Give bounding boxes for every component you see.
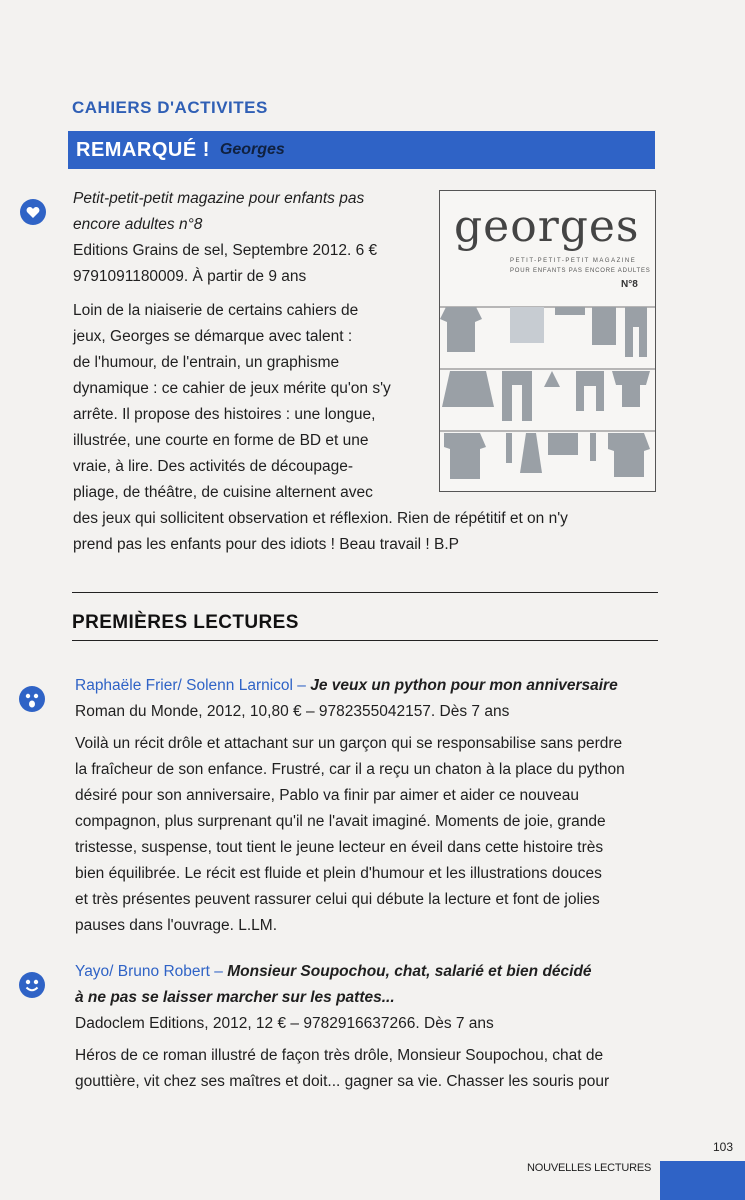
cover-issue: N°8 (621, 279, 638, 290)
review2-heading (75, 673, 625, 699)
review2 (75, 673, 625, 939)
review2-body-line: bien équilibrée. Le récit est fluide et plein d'humour et les illustrations douces (75, 865, 602, 882)
footer-section-label: NOUVELLES LECTURES (527, 1162, 652, 1174)
section-title: CAHIERS D'ACTIVITES (72, 98, 268, 117)
review2-body-line: pauses dans l'ouvrage. L.LM. (75, 917, 277, 934)
review1-body-line: dynamique : ce cahier de jeux mérite qu'on s'y (73, 380, 391, 397)
review2-body-line: compagnon, plus surprenant qu'il ne l'avait imaginé. Moments de joie, grande (75, 813, 606, 830)
review1-body-line: arrête. Il propose des histoires : une longue, (73, 406, 376, 423)
review1-body-line: des jeux qui sollicitent observation et réflexion. Rien de répétitif et on n'y (73, 510, 568, 527)
review2-body-line: Voilà un récit drôle et attachant sur un garçon qui se responsabilise sans perdre (75, 735, 623, 752)
heart-icon (20, 199, 46, 225)
review1-title-line: encore adultes n°8 (73, 216, 203, 233)
magazine-cover (439, 190, 656, 492)
banner-title: Georges (219, 141, 285, 158)
review2-separator: – (292, 677, 311, 694)
review1-body-line: illustrée, une courte en forme de BD et une (73, 432, 369, 449)
review1-title-line: Petit-petit-petit magazine pour enfants pas (73, 190, 365, 207)
review1-isbn-line: 9791091180009. À partir de 9 ans (73, 268, 307, 285)
review3-separator: – (209, 963, 228, 980)
review2-body-line: et très présentes peuvent rassurer celui qui débute la lecture et font de jolies (75, 891, 600, 908)
review2-body-line: désiré pour son anniversaire, Pablo va finir par aimer et aider ce nouveau (75, 787, 580, 804)
review2-book-title: Je veux un python pour mon anniversaire (310, 677, 618, 694)
divider (72, 640, 658, 641)
review2-publisher: Roman du Monde, 2012, 10,80 € – 9782355042157. Dès 7 ans (75, 703, 510, 720)
review3-publisher: Dadoclem Editions, 2012, 12 € – 9782916637266. Dès 7 ans (75, 1015, 494, 1032)
review1-body-line: vraie, à lire. Des activités de découpage- (73, 458, 354, 475)
page-number: 103 (713, 1140, 734, 1154)
surprised-face-icon (19, 686, 45, 712)
review1-intro (73, 186, 377, 290)
divider (72, 592, 658, 593)
review3-book-title: Monsieur Soupochou, chat, salarié et bien décidé (227, 963, 592, 980)
review3-author: Yayo/ Bruno Robert (75, 963, 210, 980)
review1-body-line: Loin de la niaiserie de certains cahiers de (73, 302, 359, 319)
review3-heading (75, 959, 609, 985)
review2-body-line: la fraîcheur de son enfance. Frustré, car il a reçu un chaton à la place du python (75, 761, 625, 778)
banner-label: REMARQUÉ ! (76, 138, 210, 161)
cover-logo: georges (454, 201, 640, 252)
review3-body-line: gouttière, vit chez ses maîtres et doit... gagner sa vie. Chasser les souris pour (75, 1073, 610, 1090)
review3-book-title-cont: à ne pas se laisser marcher sur les pattes... (75, 989, 395, 1006)
review2-author: Raphaële Frier/ Solenn Larnicol (75, 677, 293, 694)
review1-body-line: pliage, de théâtre, de cuisine alternent avec (73, 484, 373, 501)
review3 (75, 959, 609, 1095)
review1-body-line: prend pas les enfants pour des idiots ! Beau travail ! B.P (73, 536, 460, 553)
review1-body-line: jeux, Georges se démarque avec talent : (73, 328, 353, 345)
review2-body-line: tristesse, suspense, tout tient le jeune lecteur en éveil dans cette histoire très (75, 839, 604, 856)
section2-title: PREMIÈRES LECTURES (72, 612, 299, 633)
clothesline-illustration (440, 299, 655, 491)
review3-body-line: Héros de ce roman illustré de façon très drôle, Monsieur Soupochou, chat de (75, 1047, 604, 1064)
smiling-face-icon (19, 972, 45, 998)
review1-body-line: de l'humour, de l'entrain, un graphisme (73, 354, 340, 371)
cover-subtitle: PETIT-PETIT-PETIT MAGAZINE (510, 258, 637, 264)
cover-subtitle: POUR ENFANTS PAS ENCORE ADULTES (510, 268, 651, 274)
review1-publisher-line: Editions Grains de sel, Septembre 2012. 6 € (73, 242, 378, 259)
remarque-banner (68, 131, 655, 169)
footer-bar (660, 1161, 745, 1200)
